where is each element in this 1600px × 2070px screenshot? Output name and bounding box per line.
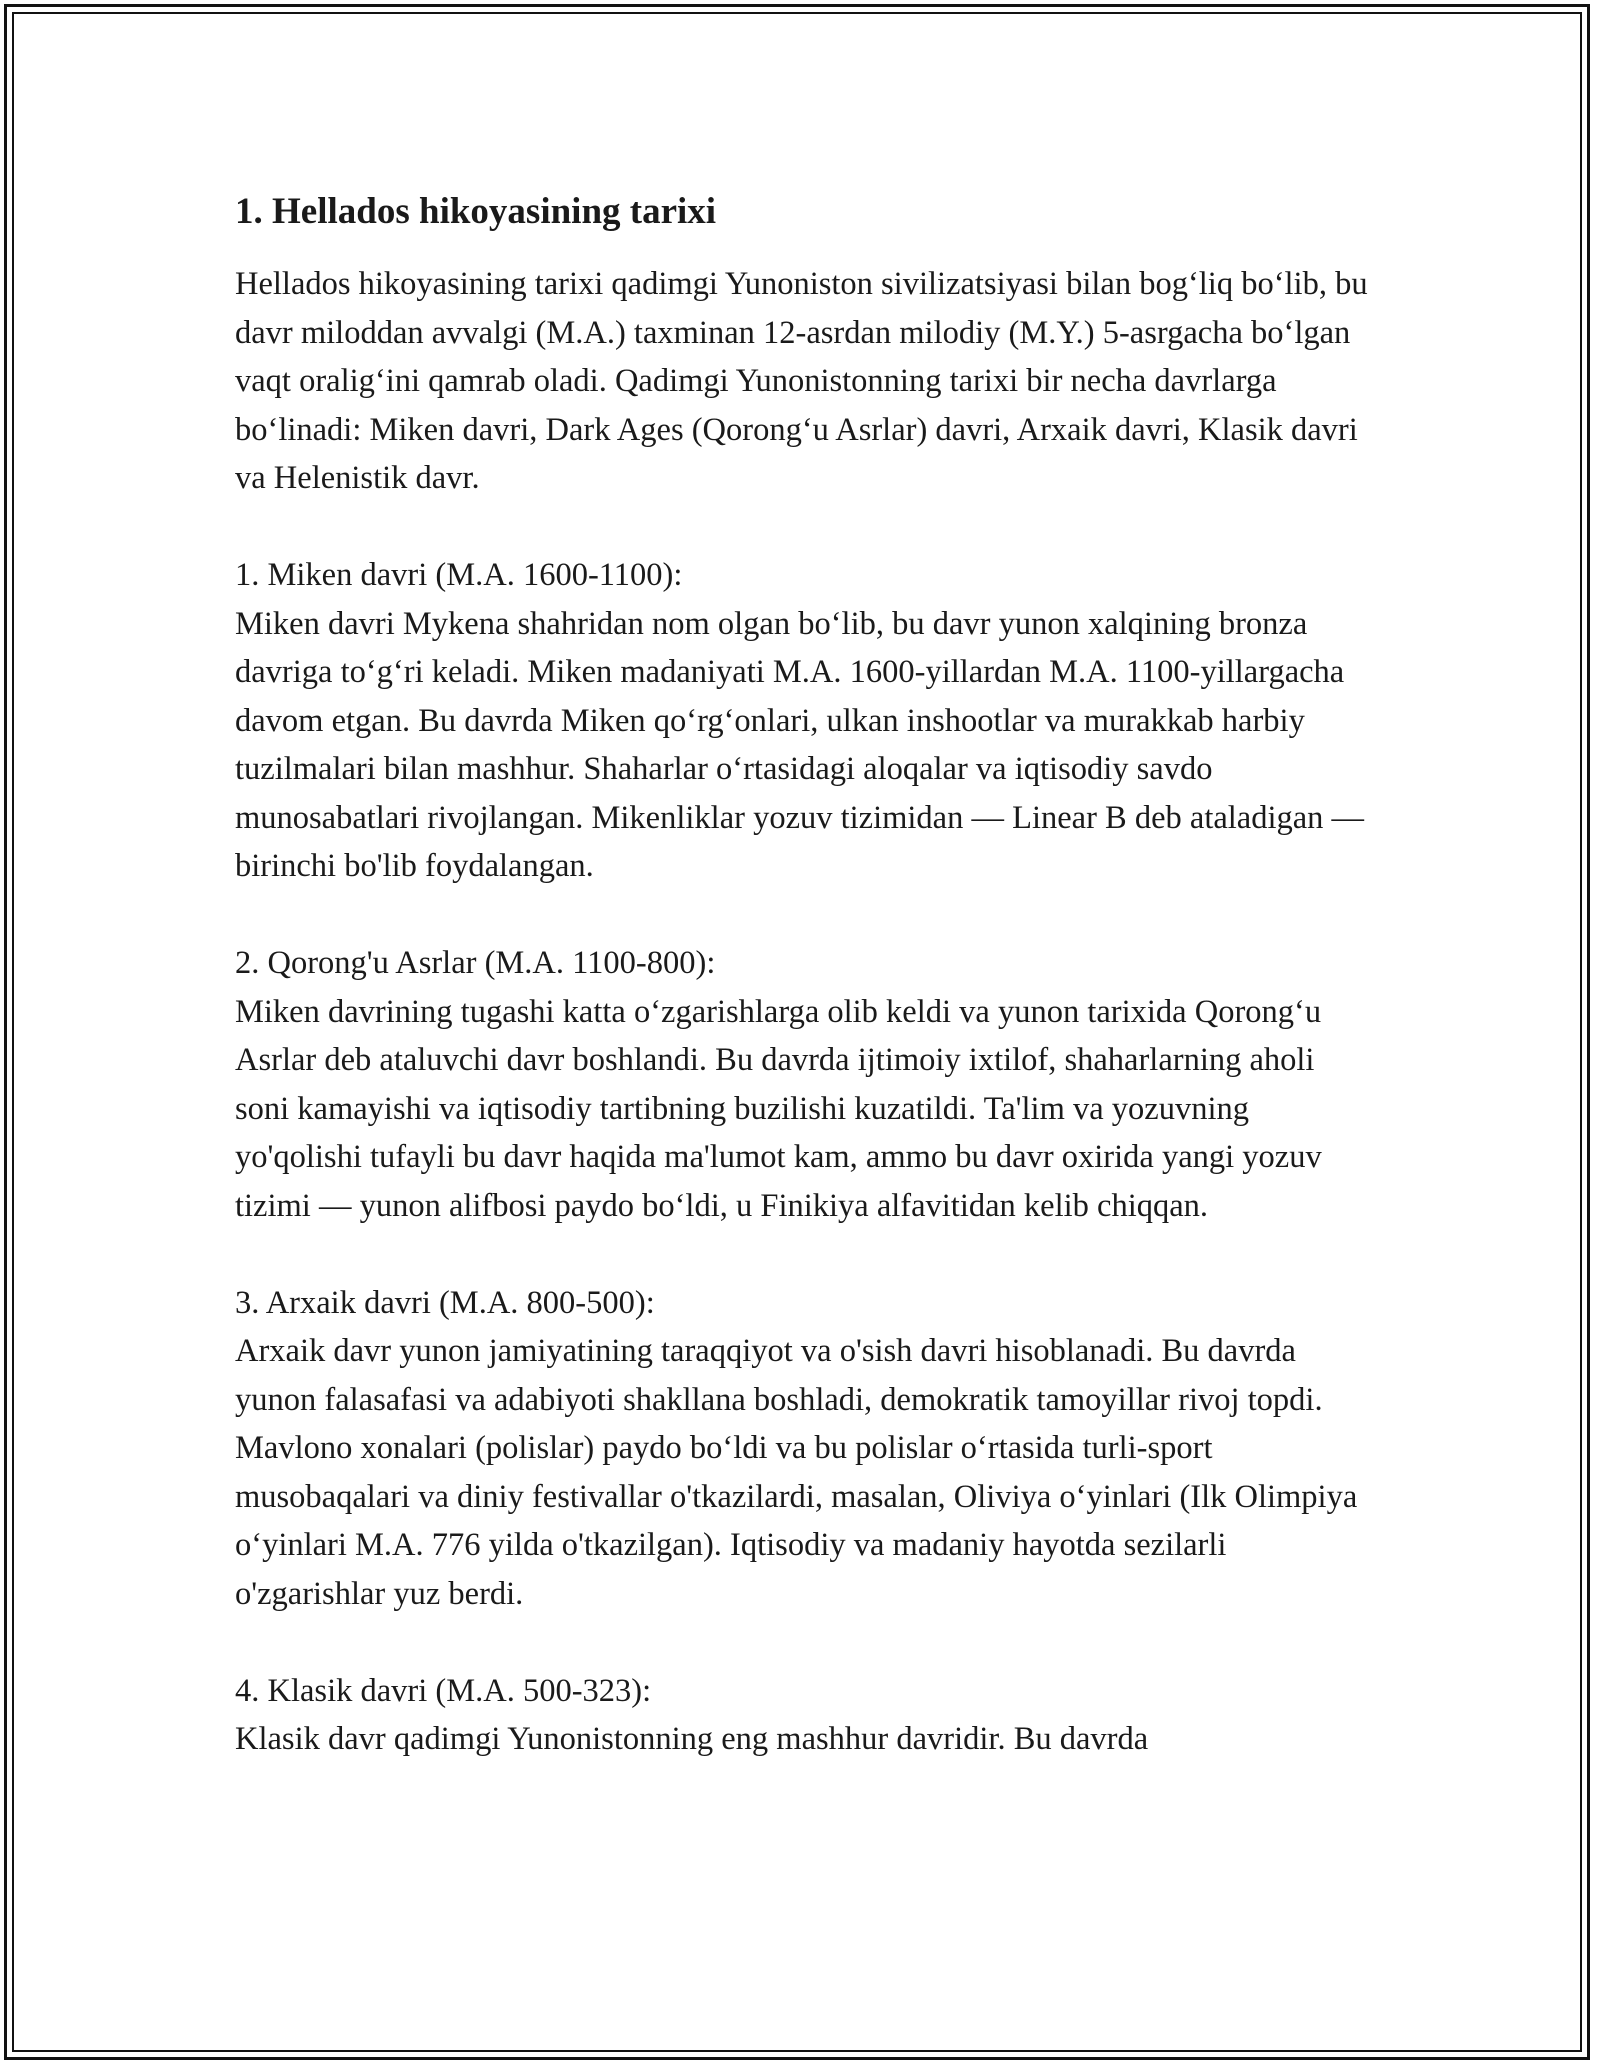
section-heading: 2. Qorong'u Asrlar (M.A. 1100-800): bbox=[235, 945, 716, 981]
section-text: Arxaik davr yunon jamiyatining taraqqiyot va o'sish davri hisoblanadi. Bu davrda yunon falasafasi va adabiyoti shakllana boshladi, demokratik tamoyillar rivoj topdi. Mavlono xonalari (polislar) paydo bo‘ldi va bu polislar o‘rtasida turli-sport musobaqalari va diniy festivallar o'tkazilardi, masalan, Oliviya o‘yinlari (Ilk Olimpiya o‘yinlari M.A. 776 yilda o'tkazilgan). Iqtisodiy va madaniy hayotda sezilarli o'zgarishlar yuz berdi. bbox=[235, 1333, 1358, 1612]
section-heading: 1. Miken davri (M.A. 1600-1100): bbox=[235, 557, 683, 593]
intro-paragraph: Hellados hikoyasining tarixi qadimgi Yunoniston sivilizatsiyasi bilan bog‘liq bo‘lib, bu davr miloddan avvalgi (M.A.) taxminan 12-asrdan milodiy (M.Y.) 5-asrgacha bo‘lgan vaqt oralig‘ini qamrab oladi. Qadimgi Yunonistonning tarixi bir necha davrlarga bo‘linadi: Miken davri, Dark Ages (Qorong‘u Asrlar) davri, Arxaik davri, Klasik davri va Helenistik davr. bbox=[235, 266, 1368, 496]
section-text: Klasik davr qadimgi Yunonistonning eng mashhur davridir. Bu davrda bbox=[235, 1721, 1149, 1757]
section-klasik bbox=[235, 1667, 1375, 1764]
section-heading: 4. Klasik davri (M.A. 500-323): bbox=[235, 1672, 652, 1709]
document-title: 1. Hellados hikoyasining tarixi bbox=[235, 191, 717, 232]
section-text: Miken davri Mykena shahridan nom olgan bo‘lib, bu davr yunon xalqining bronza davriga to‘g‘ri keladi. Miken madaniyati M.A. 1600-yillardan M.A. 1100-yillargacha davom etgan. Bu davrda Miken qo‘rg‘onlari, ulkan inshootlar va murakkab harbiy tuzilmalari bilan mashhur. Shaharlar o‘rtasidagi aloqalar va iqtisodiy savdo munosabatlari rivojlangan. Mikenliklar yozuv tizimidan — Linear B deb ataladigan — birinchi bo'lib foydalangan. bbox=[235, 605, 1365, 884]
section-miken bbox=[235, 551, 1375, 891]
document-body bbox=[235, 188, 1375, 1764]
section-qorongu-asrlar bbox=[235, 939, 1375, 1230]
section-arxaik bbox=[235, 1279, 1375, 1619]
section-heading: 3. Arxaik davri (M.A. 800-500): bbox=[235, 1284, 655, 1321]
section-text: Miken davrining tugashi katta o‘zgarishlarga olib keldi va yunon tarixida Qorong‘u Asrlar deb ataluvchi davr boshlandi. Bu davrda ijtimoiy ixtilof, shaharlarning aholi soni kamayishi va iqtisodiy tartibning buzilishi kuzatildi. Ta'lim va yozuvning yo'qolishi tufayli bu davr haqida ma'lumot kam, ammo bu davr oxirida yangi yozuv tizimi — yunon alifbosi paydo bo‘ldi, u Finikiya alfavitidan kelib chiqqan. bbox=[235, 993, 1322, 1224]
